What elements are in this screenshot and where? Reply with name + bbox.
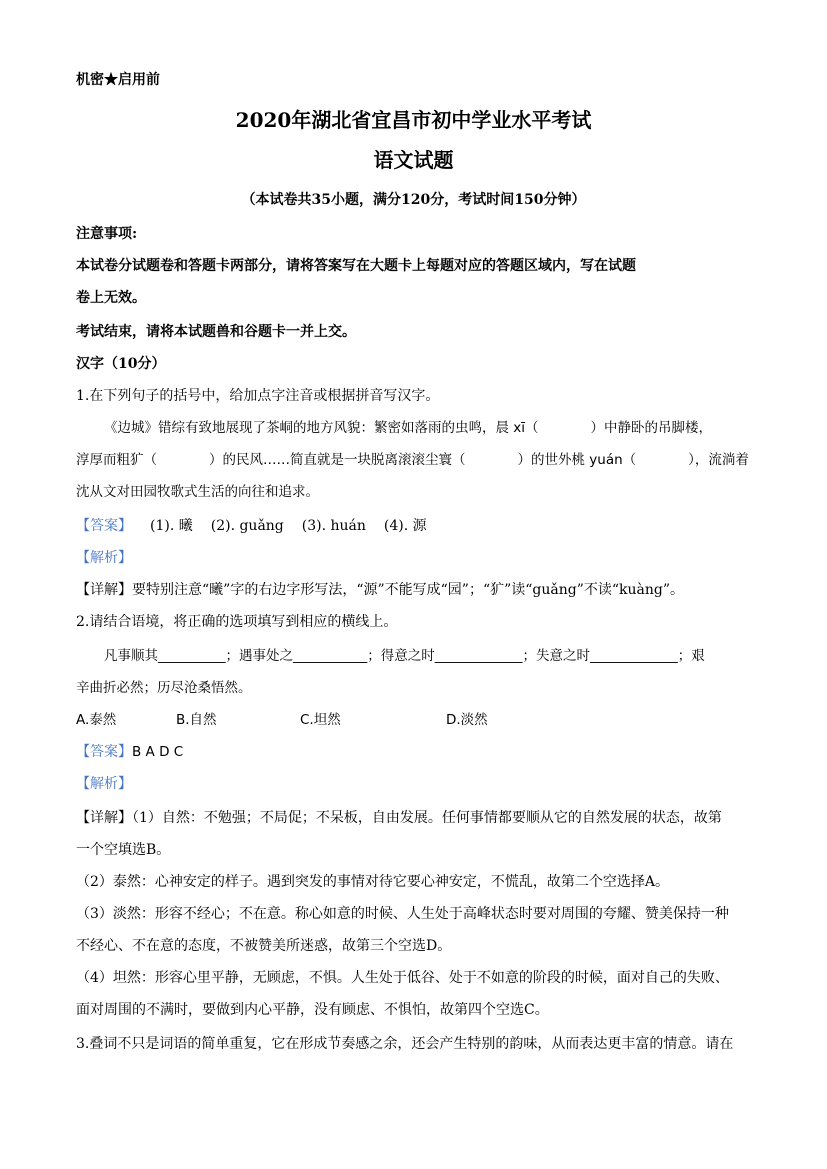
exam-note: （本试卷共35小题，满分120分，考试时间150分钟） [241, 192, 586, 208]
q1-p2a: 淳厚而粗犷（ [76, 452, 157, 468]
answer-label: 【答案】 [76, 744, 132, 760]
q2-passage-line-2: 辛曲折必然；历尽沧桑悟然。 [76, 680, 252, 696]
section-heading: 汉字（10分） [76, 356, 166, 372]
q1-p2d: ），流淌着 [688, 452, 749, 468]
q2-detail-3b: 不经心、不在意的态度，不被赞美所迷惑，故第三个空选D。 [76, 938, 452, 954]
q2-detail-4b: 面对周围的不满时，要做到内心平静，没有顾虑、不惧怕，故第四个空选C。 [76, 1002, 549, 1018]
q1-passage-line-2 [76, 450, 751, 470]
q1-answer [76, 516, 751, 536]
q2-answer [76, 742, 751, 762]
q1-detail [76, 580, 751, 600]
q2-detail-2: （2）泰然：心神安定的样子。遇到突发的事情对待它要心神安定，不慌乱，故第二个空选择A。 [76, 874, 670, 890]
page-title: 2020年湖北省宜昌市初中学业水平考试 [235, 108, 592, 132]
q1-p2c: ）的世外桃 yuán（ [517, 452, 637, 468]
notice-line-1a: 本试卷分试题卷和答题卡两部分，请将答案写在大题卡上每题对应的答题区域内，写在试题 [76, 258, 636, 274]
q2-passage-line-1: 凡事顺其__________；遇事处之___________；得意之时_____________；失意之时_____________；艰 [104, 648, 705, 664]
q1-answer-3: (3). huán [301, 518, 366, 534]
q3-stem: 3.叠词不只是词语的简单重复，它在形成节奏感之余，还会产生特别的韵味，从而表达更丰富的情意。请在 [76, 1036, 734, 1052]
q2-analysis-label: 【解析】 [76, 776, 132, 792]
q2-detail-1a [76, 808, 751, 828]
q1-answer-1: (1). 曦 [150, 518, 193, 534]
q1-p2b: ）的民风……简直就是一块脱离滚滚尘寰（ [209, 452, 466, 468]
q1-p1b: ）中静卧的吊脚楼， [590, 420, 713, 436]
q1-passage-line-1 [104, 418, 751, 438]
detail-label: 【详解】 [76, 810, 132, 826]
answer-label: 【答案】 [76, 518, 132, 534]
subject-title: 语文试题 [373, 148, 454, 172]
notice-line-2: 考试结束，请将本试题兽和谷题卡一并上交。 [76, 324, 356, 340]
q1-passage-line-3: 沈从文对田园牧歌式生活的向往和追求。 [76, 484, 319, 500]
q2-option-d: D.淡然 [446, 712, 488, 728]
q1-analysis-label: 【解析】 [76, 550, 132, 566]
q1-stem: 1.在下列句子的括号中，给加点字注音或根据拼音写汉字。 [76, 388, 440, 404]
q1-p1a: 《边城》错综有致地展现了茶峒的地方风貌：繁密如落雨的虫鸣，晨 xī（ [104, 420, 539, 436]
notice-line-1b: 卷上无效。 [76, 290, 146, 306]
secret-label: 机密★启用前 [76, 72, 160, 88]
q2-detail-1b: 一个空填选B。 [76, 842, 171, 858]
q2-option-b: B.自然 [176, 712, 217, 728]
q1-detail-text: 要特别注意“曦”字的右边字形写法，“源”不能写成“园”；“犷”读“guǎng”不读“kuàng”。 [132, 582, 685, 598]
q2-stem: 2.请结合语境，将正确的选项填写到相应的横线上。 [76, 614, 398, 630]
q2-answer-text: B A D C [132, 744, 184, 760]
q2-detail-1a-text: （1）自然：不勉强；不局促；不呆板，自由发展。任何事情都要顺从它的自然发展的状态，故第 [132, 810, 722, 826]
q2-options [76, 710, 751, 730]
q1-answer-4: (4). 源 [383, 518, 427, 534]
q1-answer-2: (2). guǎng [210, 518, 284, 534]
q2-detail-3a: （3）淡然：形容不经心；不在意。称心如意的时候、人生处于高峰状态时要对周围的夸耀、赞美保持一种 [76, 906, 729, 922]
q2-detail-4a: （4）坦然：形容心里平静，无顾虑，不惧。人生处于低谷、处于不如意的阶段的时候，面对自己的失败、 [76, 970, 729, 986]
detail-label: 【详解】 [76, 582, 132, 598]
q2-option-a: A.泰然 [76, 712, 117, 728]
q2-option-c: C.坦然 [300, 712, 341, 728]
notice-heading: 注意事项: [76, 226, 138, 242]
